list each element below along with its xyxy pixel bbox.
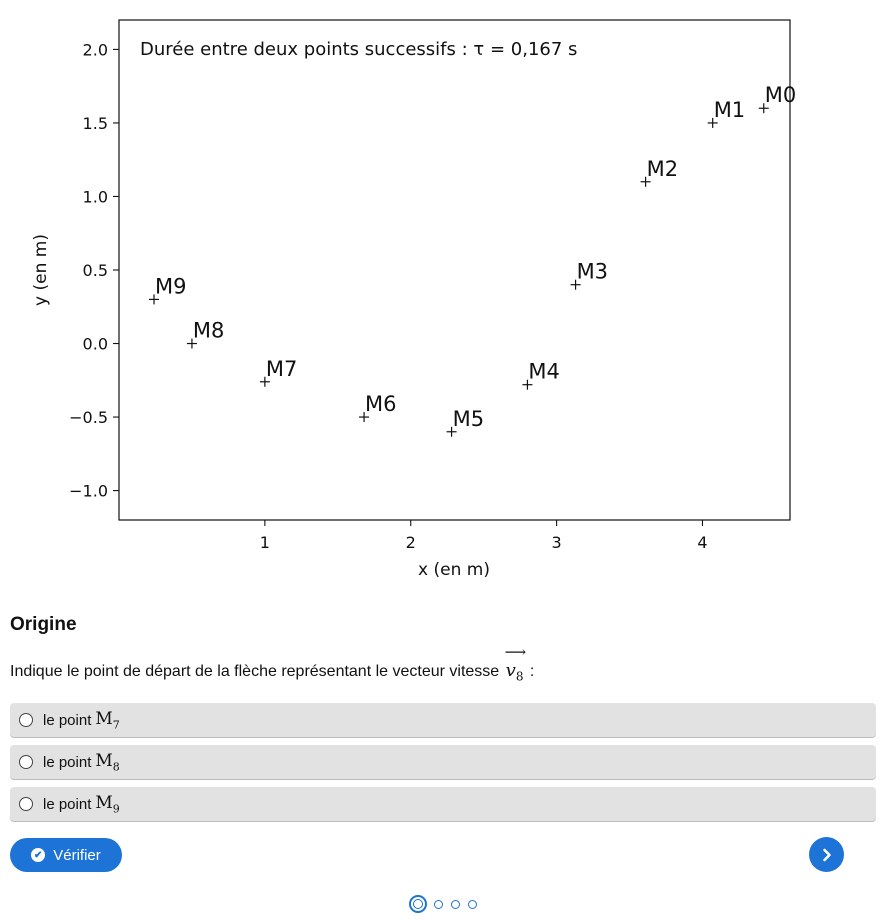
section-title: Origine (10, 614, 77, 635)
option-point-name (95, 709, 119, 731)
x-tick-label: 2 (405, 533, 416, 552)
verify-button[interactable] (10, 838, 122, 872)
question-suffix: : (529, 663, 535, 680)
y-axis-label: y (en m) (31, 234, 51, 306)
vector-letter: v (505, 660, 516, 681)
point-letter: M (95, 792, 113, 813)
question-text (10, 643, 535, 692)
x-tick-label: 3 (551, 533, 562, 552)
pagination (405, 895, 481, 913)
y-tick-label: 0.5 (82, 261, 108, 280)
point-letter: M (95, 750, 113, 771)
page-dot-2[interactable] (434, 900, 443, 909)
option-prefix: le point (43, 795, 92, 813)
point-index: 8 (112, 760, 120, 774)
page-dot-4[interactable] (468, 900, 477, 909)
x-axis-label: x (en m) (418, 560, 490, 580)
radio-icon[interactable] (19, 713, 33, 727)
page-dot-3[interactable] (451, 900, 460, 909)
point-label: M0 (764, 83, 797, 108)
next-button[interactable] (809, 837, 844, 872)
x-tick-label: 4 (697, 533, 708, 552)
y-tick-label: −0.5 (69, 408, 108, 428)
point-label: M8 (192, 318, 225, 343)
point-label: M2 (646, 156, 679, 181)
plot-frame (119, 20, 790, 520)
point-label: M1 (713, 97, 746, 122)
point-index: 7 (112, 718, 120, 732)
chevron-right-icon (820, 848, 834, 862)
vector-arrow-icon: ⟶ (504, 643, 527, 661)
x-tick-label: 1 (259, 533, 270, 552)
answer-options (10, 703, 876, 829)
y-tick-label: 1.0 (82, 187, 108, 207)
verify-label: Vérifier (53, 846, 101, 864)
point-label: M4 (528, 359, 560, 384)
y-tick-label: −1.0 (69, 481, 108, 501)
option-prefix: le point (43, 711, 92, 729)
option-point-name (95, 793, 119, 815)
chart-annotation: Durée entre deux points successifs : τ = 0,167 s (140, 39, 578, 60)
option-m9[interactable] (10, 787, 876, 821)
option-m8[interactable] (10, 745, 876, 779)
point-label: M7 (265, 356, 298, 381)
page-dot-1[interactable] (409, 895, 427, 913)
option-m7[interactable] (10, 703, 876, 737)
option-point-name (95, 751, 119, 773)
check-circle-icon: ✔ (31, 848, 45, 862)
velocity-vector-symbol (504, 643, 527, 692)
question-label: Indique le point de départ de la flèche représentant le vecteur vitesse (10, 663, 500, 680)
y-tick-label: 2.0 (82, 40, 108, 60)
radio-icon[interactable] (19, 755, 33, 769)
vector-index: 8 (515, 669, 524, 684)
point-letter: M (95, 708, 113, 729)
point-index: 9 (112, 802, 120, 816)
option-prefix: le point (43, 753, 92, 771)
y-tick-label: 0.0 (82, 334, 108, 354)
point-label: M3 (576, 259, 609, 284)
point-label: M6 (365, 392, 397, 417)
point-label: M9 (155, 274, 187, 299)
y-tick-label: 1.5 (82, 113, 108, 133)
point-label: M5 (452, 406, 485, 431)
radio-icon[interactable] (19, 797, 33, 811)
